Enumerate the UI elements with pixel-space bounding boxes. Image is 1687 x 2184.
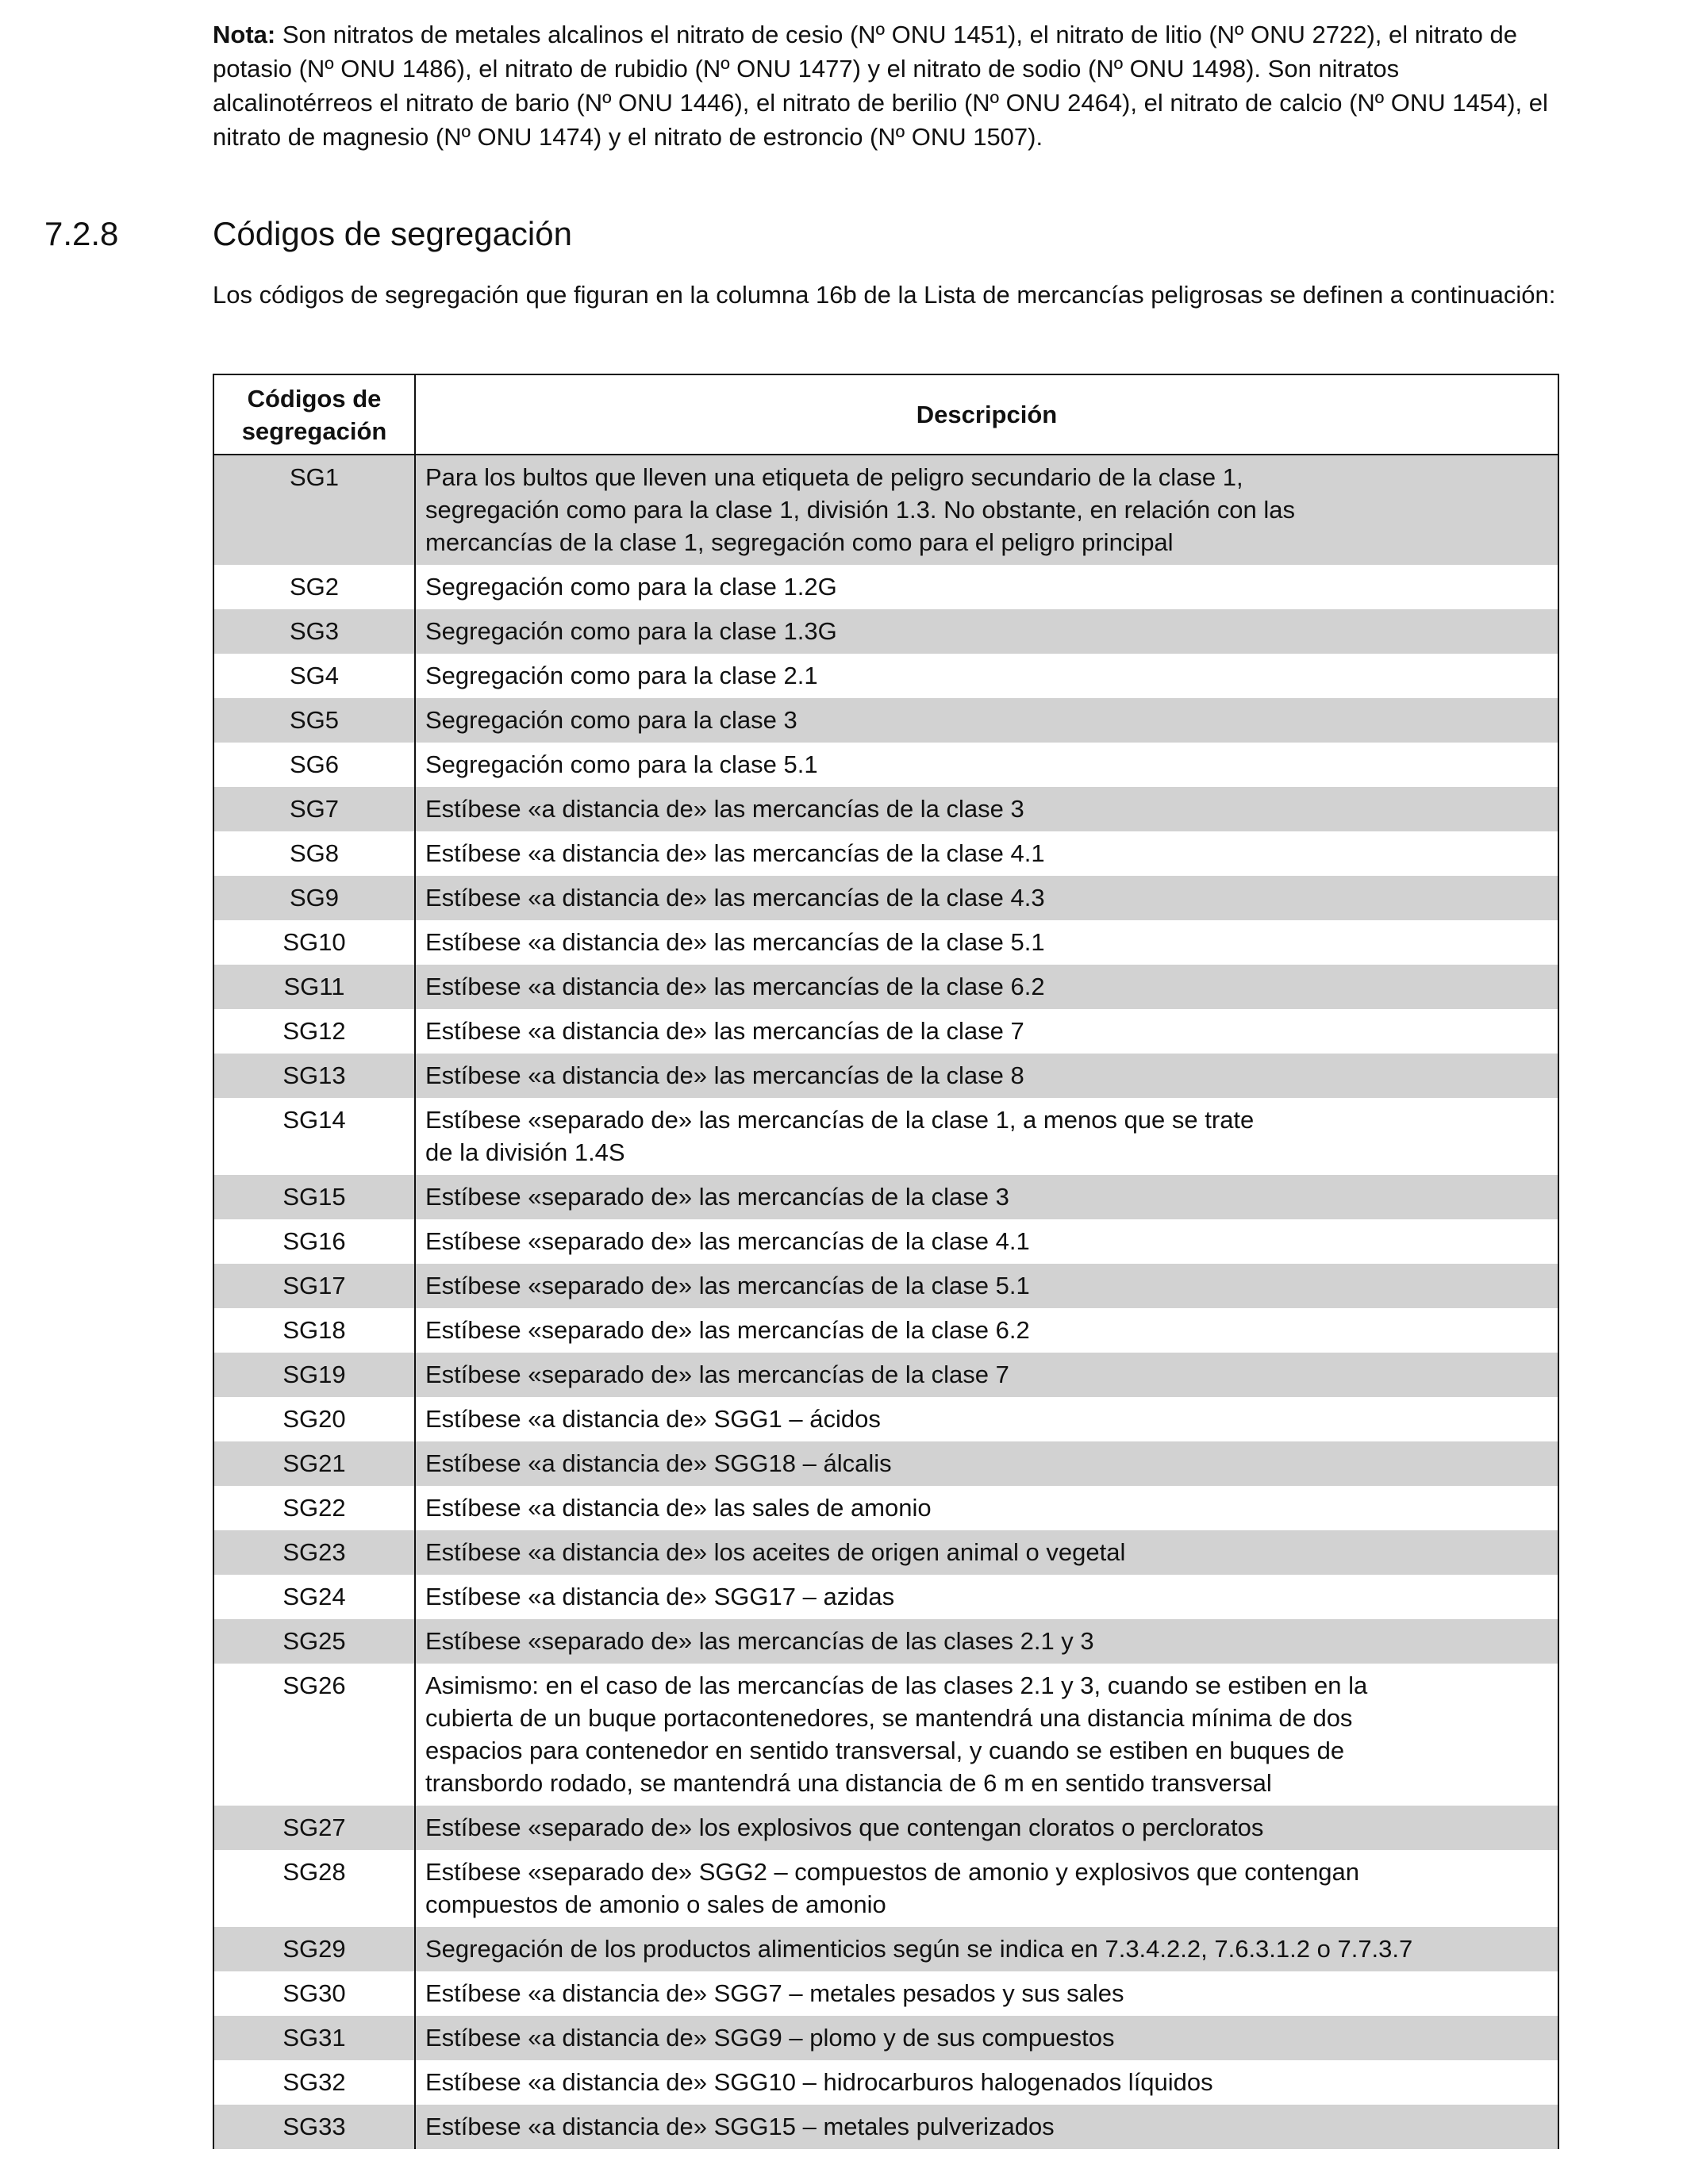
segregation-code-cell: SG12 xyxy=(213,1009,415,1054)
segregation-code-cell: SG26 xyxy=(213,1664,415,1806)
description-cell: Segregación como para la clase 2.1 xyxy=(415,654,1558,698)
description-cell: Segregación como para la clase 1.2G xyxy=(415,565,1558,609)
segregation-code-cell: SG9 xyxy=(213,876,415,920)
table-row xyxy=(213,2105,1558,2149)
section-intro: Los códigos de segregación que figuran en la columna 16b de la Lista de mercancías peligrosas se definen a continuación: xyxy=(213,281,1556,309)
table-row xyxy=(213,1806,1558,1850)
table-row xyxy=(213,920,1558,965)
description-cell: Estíbese «separado de» las mercancías de la clase 5.1 xyxy=(415,1264,1558,1308)
description-cell: Estíbese «a distancia de» SGG15 – metales pulverizados xyxy=(415,2105,1558,2149)
description-cell: Estíbese «separado de» los explosivos que contengan cloratos o percloratos xyxy=(415,1806,1558,1850)
description-cell: Estíbese «a distancia de» SGG1 – ácidos xyxy=(415,1397,1558,1441)
segregation-code-cell: SG21 xyxy=(213,1441,415,1486)
description-cell: Estíbese «a distancia de» SGG7 – metales pesados y sus sales xyxy=(415,1971,1558,2016)
segregation-code-cell: SG7 xyxy=(213,787,415,831)
segregation-code-cell: SG6 xyxy=(213,743,415,787)
table-row xyxy=(213,743,1558,787)
description-cell: Estíbese «a distancia de» SGG9 – plomo y de sus compuestos xyxy=(415,2016,1558,2060)
description-cell: Estíbese «a distancia de» las mercancías de la clase 3 xyxy=(415,787,1558,831)
segregation-code-cell: SG30 xyxy=(213,1971,415,2016)
table-row xyxy=(213,1486,1558,1530)
description-cell: Estíbese «separado de» las mercancías de la clase 7 xyxy=(415,1353,1558,1397)
segregation-code-cell: SG8 xyxy=(213,831,415,876)
description-cell: Segregación de los productos alimenticios según se indica en 7.3.4.2.2, 7.6.3.1.2 o 7.7.3.7 xyxy=(415,1927,1558,1971)
segregation-code-cell: SG14 xyxy=(213,1098,415,1175)
table-row xyxy=(213,1308,1558,1353)
segregation-code-cell: SG33 xyxy=(213,2105,415,2149)
description-cell: Estíbese «a distancia de» los aceites de origen animal o vegetal xyxy=(415,1530,1558,1575)
table-row xyxy=(213,654,1558,698)
segregation-code-cell: SG16 xyxy=(213,1219,415,1264)
description-cell: Estíbese «separado de» SGG2 – compuestos de amonio y explosivos que contengan compuestos de amonio o sales de amonio xyxy=(415,1850,1558,1927)
segregation-code-cell: SG23 xyxy=(213,1530,415,1575)
description-cell: Estíbese «a distancia de» las sales de amonio xyxy=(415,1486,1558,1530)
section-title: Códigos de segregación xyxy=(213,215,572,252)
segregation-code-cell: SG31 xyxy=(213,2016,415,2060)
segregation-code-cell: SG13 xyxy=(213,1054,415,1098)
segregation-code-cell: SG24 xyxy=(213,1575,415,1619)
segregation-code-cell: SG1 xyxy=(213,455,415,565)
note-paragraph xyxy=(213,17,1562,154)
segregation-code-cell: SG10 xyxy=(213,920,415,965)
table-row xyxy=(213,2060,1558,2105)
table-row xyxy=(213,1219,1558,1264)
table-row xyxy=(213,1353,1558,1397)
segregation-code-cell: SG2 xyxy=(213,565,415,609)
segregation-code-cell: SG18 xyxy=(213,1308,415,1353)
segregation-code-cell: SG11 xyxy=(213,965,415,1009)
table-row xyxy=(213,1971,1558,2016)
table-row xyxy=(213,565,1558,609)
table-header-row xyxy=(213,374,1558,455)
description-cell: Estíbese «a distancia de» las mercancías de la clase 6.2 xyxy=(415,965,1558,1009)
segregation-code-cell: SG15 xyxy=(213,1175,415,1219)
description-cell: Estíbese «a distancia de» SGG17 – azidas xyxy=(415,1575,1558,1619)
segregation-code-cell: SG28 xyxy=(213,1850,415,1927)
description-cell: Estíbese «separado de» las mercancías de la clase 4.1 xyxy=(415,1219,1558,1264)
table-row xyxy=(213,1441,1558,1486)
table-row xyxy=(213,1530,1558,1575)
description-cell: Estíbese «separado de» las mercancías de la clase 6.2 xyxy=(415,1308,1558,1353)
segregation-code-cell: SG27 xyxy=(213,1806,415,1850)
segregation-code-cell: SG29 xyxy=(213,1927,415,1971)
segregation-code-cell: SG19 xyxy=(213,1353,415,1397)
segregation-code-cell: SG4 xyxy=(213,654,415,698)
table-body xyxy=(213,455,1558,2149)
segregation-code-cell: SG3 xyxy=(213,609,415,654)
table-row xyxy=(213,1850,1558,1927)
table-row xyxy=(213,2016,1558,2060)
table-row xyxy=(213,1664,1558,1806)
header-description-label: Descripción xyxy=(916,401,1058,428)
table-row xyxy=(213,1397,1558,1441)
description-cell: Para los bultos que lleven una etiqueta de peligro secundario de la clase 1, segregación como para la clase 1, división 1.3. No obstante, en relación con las mercancías de la clase 1, segregación como para el peligro principal xyxy=(415,455,1558,565)
table-row xyxy=(213,787,1558,831)
segregation-codes-table xyxy=(213,374,1559,2149)
table-row xyxy=(213,831,1558,876)
description-cell: Estíbese «separado de» las mercancías de las clases 2.1 y 3 xyxy=(415,1619,1558,1664)
table-row xyxy=(213,1054,1558,1098)
segregation-code-cell: SG5 xyxy=(213,698,415,743)
table-row xyxy=(213,876,1558,920)
table-row xyxy=(213,965,1558,1009)
description-cell: Estíbese «a distancia de» las mercancías de la clase 5.1 xyxy=(415,920,1558,965)
segregation-code-cell: SG17 xyxy=(213,1264,415,1308)
description-cell: Estíbese «a distancia de» las mercancías de la clase 7 xyxy=(415,1009,1558,1054)
segregation-code-cell: SG25 xyxy=(213,1619,415,1664)
table-row xyxy=(213,455,1558,565)
description-cell: Estíbese «a distancia de» SGG18 – álcalis xyxy=(415,1441,1558,1486)
segregation-code-cell: SG20 xyxy=(213,1397,415,1441)
header-codes-label: Códigos de segregación xyxy=(241,384,387,445)
description-cell: Estíbese «a distancia de» las mercancías de la clase 8 xyxy=(415,1054,1558,1098)
segregation-code-cell: SG22 xyxy=(213,1486,415,1530)
table-row xyxy=(213,698,1558,743)
description-cell: Estíbese «a distancia de» las mercancías de la clase 4.1 xyxy=(415,831,1558,876)
description-cell: Asimismo: en el caso de las mercancías de las clases 2.1 y 3, cuando se estiben en la cubierta de un buque portacontenedores, se mantendrá una distancia mínima de dos espacios para contenedor en sentido transversal, y cuando se estiben en buques de transbordo rodado, se mantendrá una distancia de 6 m en sentido transversal xyxy=(415,1664,1558,1806)
table-row xyxy=(213,1175,1558,1219)
table-row xyxy=(213,609,1558,654)
description-cell: Estíbese «separado de» las mercancías de la clase 1, a menos que se trate de la división 1.4S xyxy=(415,1098,1558,1175)
description-cell: Estíbese «a distancia de» las mercancías de la clase 4.3 xyxy=(415,876,1558,920)
table-row xyxy=(213,1575,1558,1619)
segregation-code-cell: SG32 xyxy=(213,2060,415,2105)
table-row xyxy=(213,1098,1558,1175)
description-cell: Estíbese «a distancia de» SGG10 – hidrocarburos halogenados líquidos xyxy=(415,2060,1558,2105)
description-cell: Segregación como para la clase 1.3G xyxy=(415,609,1558,654)
note-text: Son nitratos de metales alcalinos el nitrato de cesio (Nº ONU 1451), el nitrato de litio (Nº ONU 2722), el nitrato de potasio (Nº ONU 1486), el nitrato de rubidio (Nº ONU 1477) y el nitrato de sodio (Nº ONU 1498). Son nitratos alcalinotérreos el nitrato de bario (Nº ONU 1446), el nitrato de berilio (Nº ONU 2464), el nitrato de calcio (Nº ONU 1454), el nitrato de magnesio (Nº ONU 1474) y el nitrato de estroncio (Nº ONU 1507). xyxy=(213,21,1548,151)
table-row xyxy=(213,1927,1558,1971)
section-number: 7.2.8 xyxy=(44,215,119,252)
table-row xyxy=(213,1619,1558,1664)
description-cell: Segregación como para la clase 3 xyxy=(415,698,1558,743)
header-description xyxy=(415,374,1558,455)
table-row xyxy=(213,1009,1558,1054)
table-row xyxy=(213,1264,1558,1308)
note-label: Nota: xyxy=(213,21,276,48)
description-cell: Estíbese «separado de» las mercancías de la clase 3 xyxy=(415,1175,1558,1219)
header-codes xyxy=(213,374,415,455)
description-cell: Segregación como para la clase 5.1 xyxy=(415,743,1558,787)
